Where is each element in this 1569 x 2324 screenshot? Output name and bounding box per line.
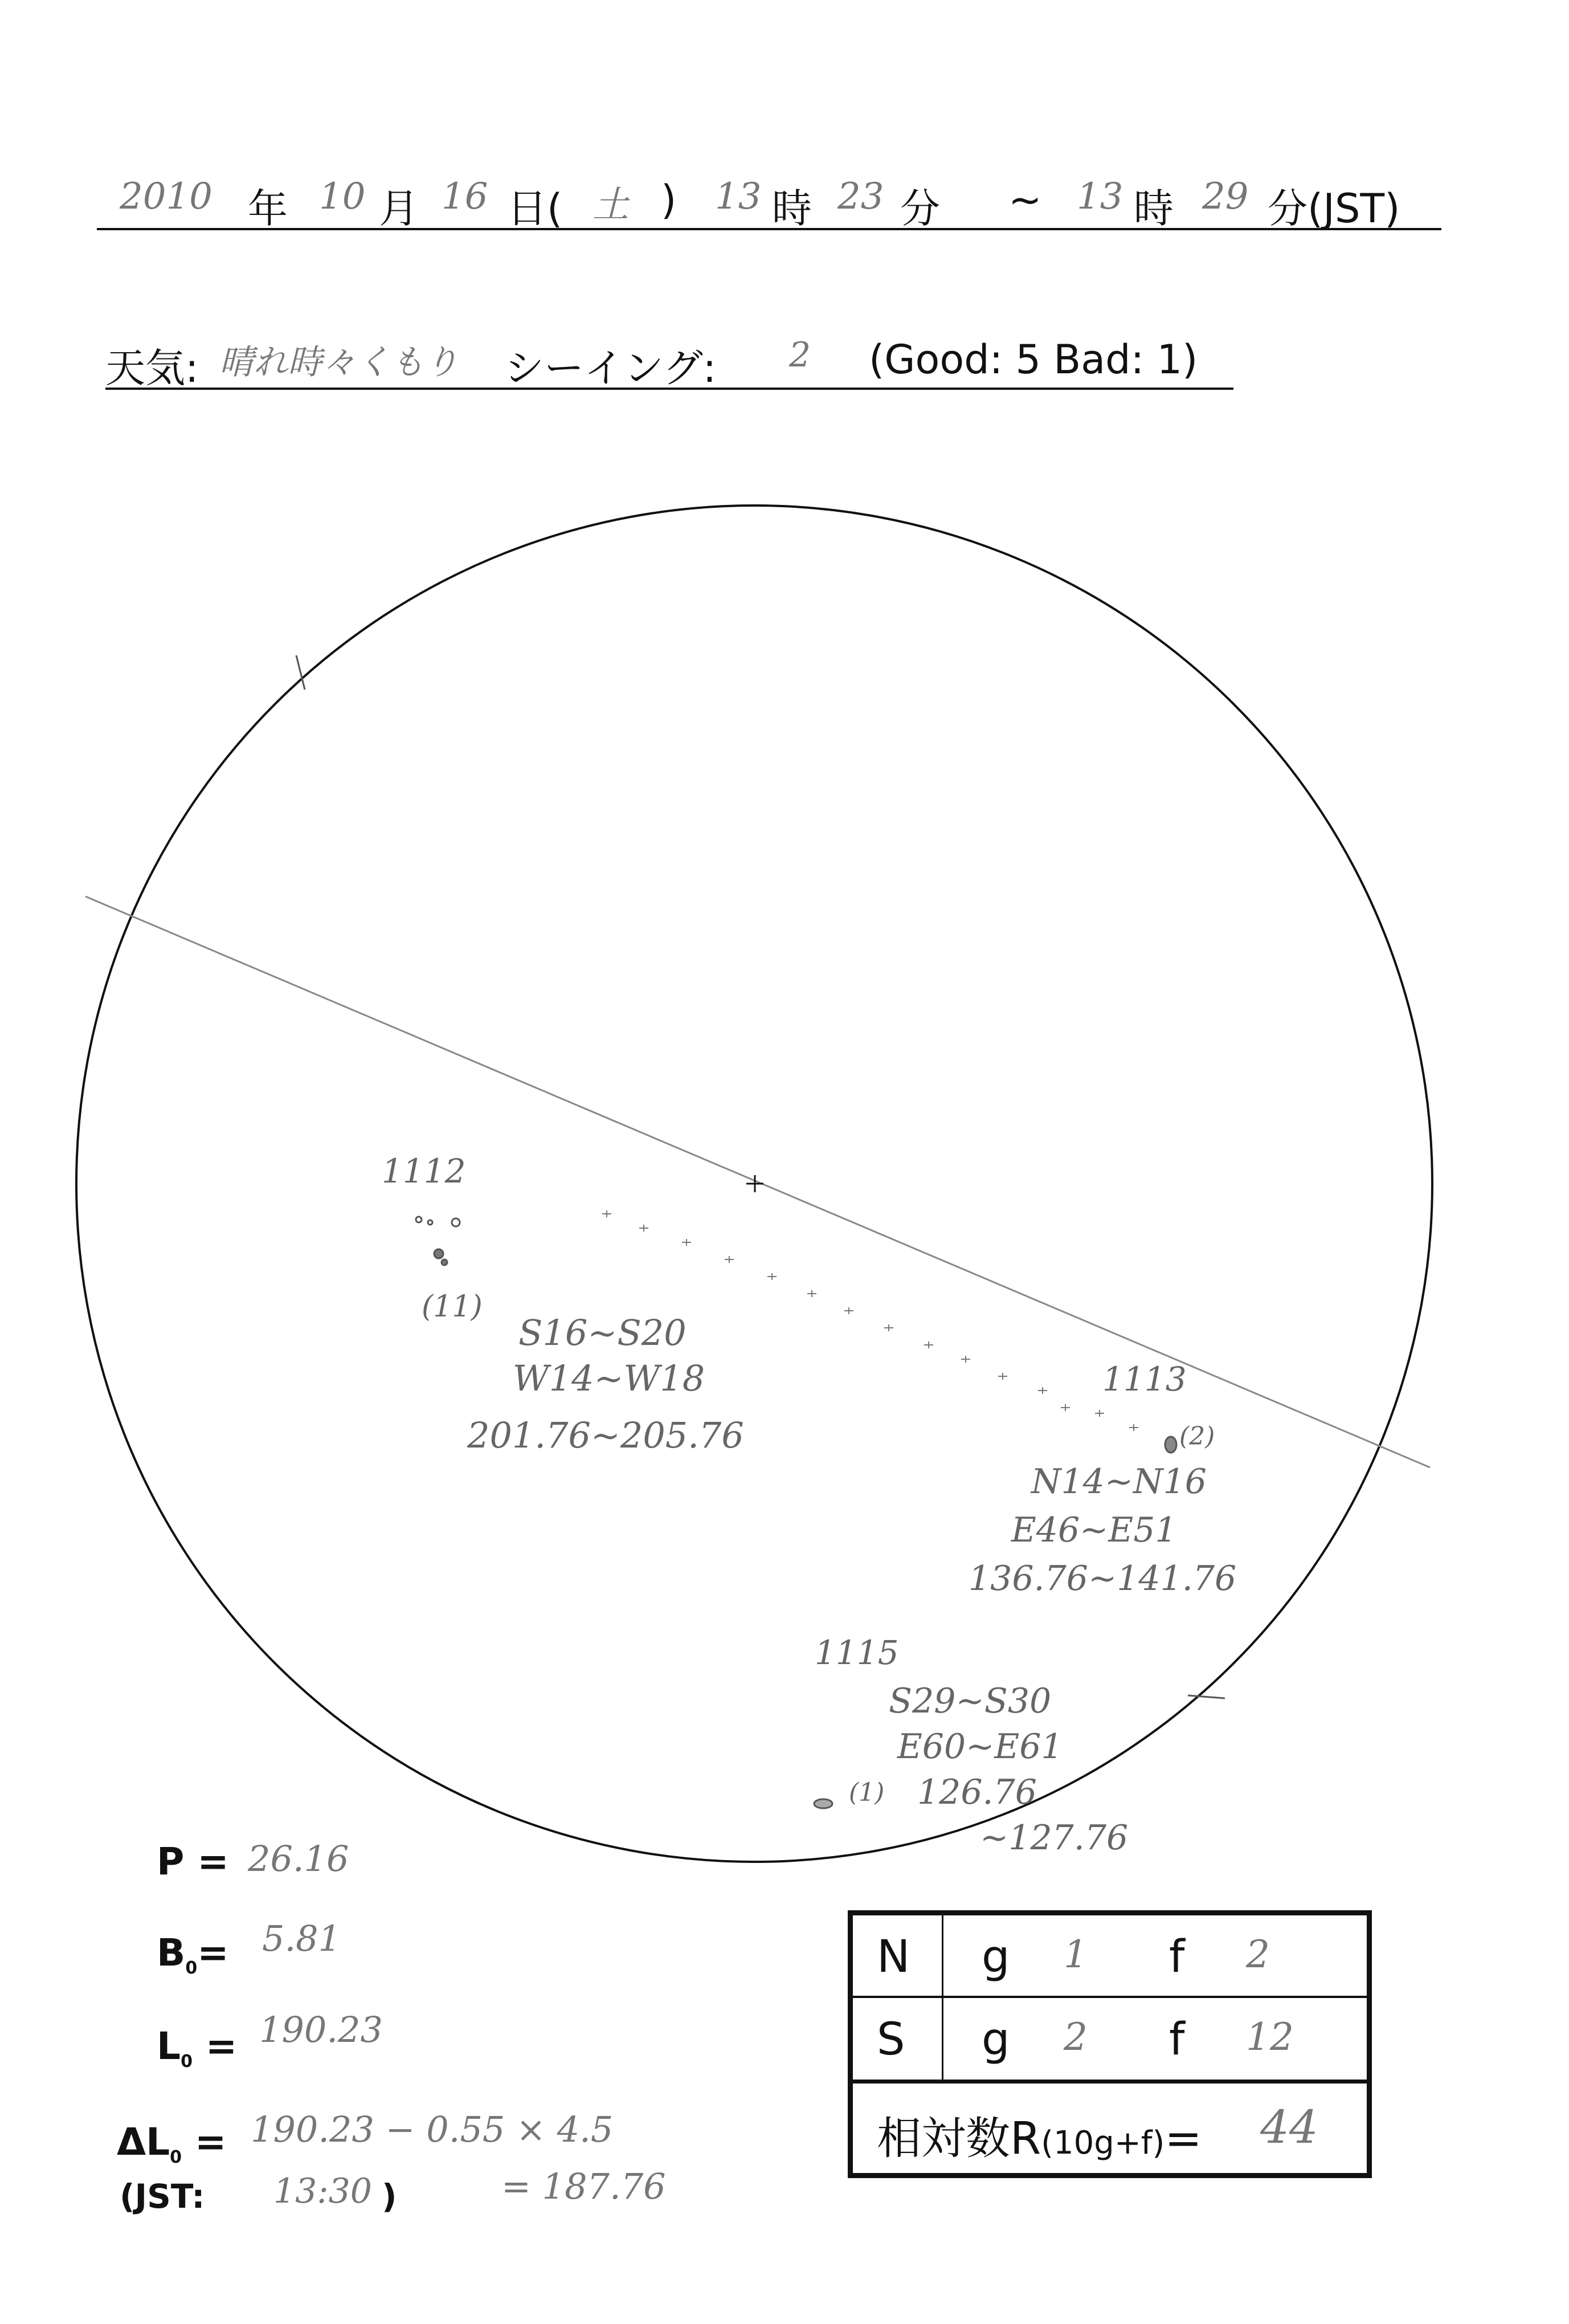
group-1115-latitude: S29~S30 (889, 1681, 1052, 1721)
group-1112-latitude: S16~S20 (518, 1312, 687, 1353)
seeing-scale: (Good: 5 Bad: 1) (869, 336, 1198, 383)
p-angle-value: 26.16 (248, 1838, 349, 1879)
end-hour-unit: 時 (1134, 185, 1174, 232)
south-hemisphere-row (853, 1998, 1367, 2084)
relative-number-label (877, 2103, 1202, 2167)
group-1115-number: 1115 (815, 1633, 899, 1672)
l0-equals: = (192, 2024, 238, 2068)
group-1112-count: (11) (422, 1290, 483, 1324)
seeing-value: 2 (789, 335, 811, 375)
weather-label: 天気: (105, 345, 199, 392)
group-1115-longitude: E60~E61 (897, 1727, 1063, 1767)
year-value: 2010 (120, 176, 213, 218)
weather-value: 晴れ時々くもり (219, 343, 459, 382)
b0-value: 5.81 (262, 1918, 341, 1959)
l0-value: 190.23 (259, 2009, 383, 2050)
group-1112-carrington: 201.76~205.76 (467, 1414, 744, 1456)
group-1113-count: (2) (1179, 1422, 1215, 1451)
group-1112-longitude: W14~W18 (513, 1357, 705, 1399)
end-minute-value: 29 (1202, 176, 1249, 218)
delta-l0-letter: ΔL (117, 2120, 170, 2164)
relative-number-row (853, 2084, 1367, 2174)
end-hour-value: 13 (1077, 176, 1123, 218)
group-1113-longitude: E46~E51 (1011, 1510, 1177, 1550)
delta-l0-label (117, 2120, 226, 2167)
weekday-value: 土 (593, 184, 629, 226)
jst-close: ) (382, 2177, 397, 2216)
south-g-value: 2 (1064, 2015, 1088, 2059)
weekday-close: ) (661, 177, 677, 223)
start-hour-value: 13 (715, 176, 762, 218)
delta-l0-expression: 190.23 − 0.55 × 4.5 (251, 2109, 614, 2150)
limb-tick-mark (1188, 1695, 1225, 1698)
jst-value: 13:30 (273, 2171, 372, 2211)
limb-tick-mark (296, 655, 305, 690)
start-minute-value: 23 (837, 176, 884, 218)
start-hour-unit: 時 (772, 185, 812, 232)
south-f-label: f (1169, 2014, 1185, 2065)
north-f-value: 2 (1246, 1932, 1270, 1976)
relative-number-formula: (10g+f) (1041, 2125, 1165, 2162)
b0-equals: = (197, 1931, 229, 1975)
relative-number-equals: = (1165, 2113, 1202, 2164)
p-angle-label: P = (157, 1840, 229, 1883)
south-label: S (877, 2014, 905, 2065)
b0-subscript: 0 (185, 1958, 198, 1979)
sunspot-group-1115 (814, 1799, 832, 1808)
north-label: N (877, 1931, 910, 1983)
l0-label (157, 2024, 237, 2072)
group-1115-count: (1) (849, 1778, 885, 1807)
north-g-value: 1 (1064, 1932, 1088, 1976)
year-unit: 年 (248, 185, 288, 232)
sunspot-group-1113 (1165, 1437, 1176, 1453)
north-hemisphere-row (853, 1915, 1367, 1998)
north-f-label: f (1169, 1931, 1185, 1983)
delta-l0-equals: = (182, 2120, 227, 2164)
l0-letter: L (157, 2024, 181, 2068)
l0-subscript: 0 (181, 2052, 193, 2072)
south-g-label: g (982, 2014, 1010, 2065)
group-1113-carrington: 136.76~141.76 (969, 1559, 1237, 1599)
start-minute-unit: 分 (900, 185, 940, 232)
group-1115-carrington-end: ~127.76 (980, 1818, 1129, 1858)
relative-number-text: 相対数R (877, 2113, 1041, 2164)
sunspot-group-1112 (416, 1217, 460, 1265)
jst-label: (JST: (120, 2177, 205, 2216)
south-f-value: 12 (1246, 2015, 1294, 2059)
day-value: 16 (442, 176, 488, 218)
time-range-tilde: ~ (1008, 177, 1042, 223)
celestial-east-west-line (85, 896, 1430, 1467)
sunspot-count-table (848, 1910, 1372, 2178)
group-1113-number: 1113 (1102, 1360, 1187, 1399)
delta-l0-result: = 187.76 (501, 2166, 666, 2207)
end-minute-unit: 分(JST) (1268, 185, 1400, 232)
seeing-label: シーイング: (504, 345, 717, 392)
group-1112-number: 1112 (382, 1152, 466, 1190)
month-value: 10 (319, 176, 366, 218)
b0-label (157, 1931, 229, 1978)
group-1113-latitude: N14~N16 (1031, 1462, 1207, 1502)
b0-letter: B (157, 1931, 186, 1975)
north-g-label: g (982, 1931, 1010, 1983)
relative-number-value: 44 (1260, 2101, 1318, 2154)
day-unit: 日( (507, 185, 563, 232)
month-unit: 月 (379, 185, 419, 232)
group-1115-carrington: 126.76 (917, 1772, 1037, 1812)
delta-l0-subscript: 0 (170, 2147, 182, 2168)
